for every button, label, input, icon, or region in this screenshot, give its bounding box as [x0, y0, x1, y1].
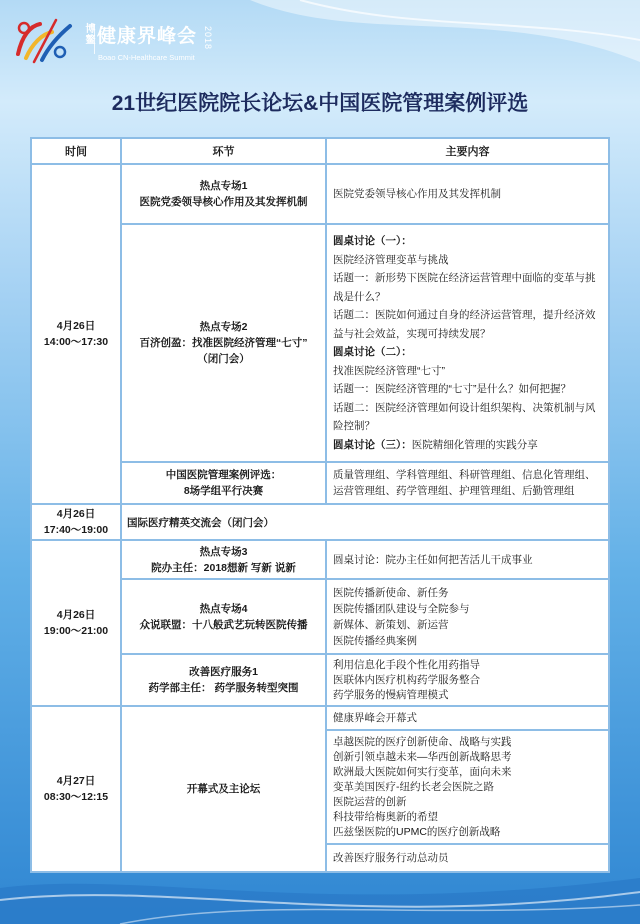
content-line: 匹兹堡医院的UPMC的医疗创新战略 [333, 825, 501, 838]
session-stage-cell [122, 655, 325, 705]
content-line: 健康界峰会开幕式 [333, 712, 417, 724]
event-cell: 国际医疗精英交流会（闭门会） [122, 505, 608, 539]
content-line: 改善医疗服务行动总动员 [333, 852, 449, 864]
session-stage-cell [122, 463, 325, 503]
date-text: 4月27日 [56, 775, 96, 787]
summit-logo-icon [12, 14, 76, 66]
session-content-cell [327, 165, 608, 223]
session-stage-cell [122, 165, 325, 223]
schedule-table [30, 137, 610, 873]
session-subtitle: 8场学组平行决赛 [183, 485, 264, 497]
session-title: 中国医院管理案例评选： [165, 469, 282, 481]
content-line: 欧洲最大医院如何实行变革，面向未来 [333, 765, 512, 778]
content-line: 医院运营的创新 [333, 795, 407, 808]
roundtable-label: 圆桌讨论（二）： [333, 346, 412, 358]
content-line: 药学服务的慢病管理模式 [333, 688, 449, 701]
content-line: 科技带给梅奥新的希望 [333, 810, 438, 823]
content-line [333, 232, 602, 251]
session-content-cell [327, 707, 608, 729]
roundtable-label: 圆桌讨论（一）： [333, 235, 412, 247]
session-subtitle: 百济创盈：找准医院经济管理“七寸” [139, 337, 308, 349]
session-stage-cell [122, 707, 325, 871]
content-line: 找准医院经济管理“七寸” [333, 364, 445, 377]
content-line: 新媒体、新策划、新运营 [333, 618, 449, 631]
session-stage-cell [122, 541, 325, 578]
session-content-cell [327, 463, 608, 503]
session-title: 开幕式及主论坛 [186, 783, 261, 795]
content-line: 话题一：新形势下医院在经济运营管理中面临的变革与挑战是什么？ [333, 272, 596, 303]
content-line: 创新引领卓越未来—华西创新战略思考 [333, 750, 512, 763]
session-title: 热点专场4 [199, 602, 248, 615]
time-range-text: 08:30～12:15 [43, 791, 109, 803]
column-header-content: 主要内容 [327, 139, 608, 163]
content-line: 变革美国医疗-纽约长老会医院之路 [333, 780, 494, 793]
logo-year: 2018 [203, 26, 213, 51]
column-header-session: 环节 [122, 139, 325, 163]
roundtable-topic: 医院精细化管理的实践分享 [411, 438, 538, 451]
content-line [333, 436, 602, 455]
content-line: 医院传播新使命、新任务 [333, 586, 449, 599]
session-stage-cell [122, 225, 325, 461]
page-title: 21世纪医院院长论坛&中国医院管理案例评选 [111, 92, 529, 115]
content-line: 医院党委领导核心作用及其发挥机制 [333, 188, 501, 200]
session-content-cell [327, 580, 608, 653]
logo-boao-text: 博鳌 [83, 23, 94, 45]
date-text: 4月26日 [56, 508, 96, 520]
content-line: 话题二：医院如何通过自身的经济运营管理，提升经济效益与社会效益，实现可持续发展？ [333, 309, 596, 340]
content-line: 卓越医院的医疗创新使命、战略与实践 [333, 735, 512, 748]
time-cell [32, 165, 120, 503]
session-content-cell [327, 845, 608, 871]
content-line: 话题二：医院经济管理如何设计组织架构、决策机制与风险控制？ [333, 401, 596, 432]
roundtable-label: 圆桌讨论（三）： [333, 438, 412, 451]
content-line: 圆桌讨论：院办主任如何把苦活儿干成事业 [333, 553, 533, 566]
content-line: 话题一：医院经济管理的“七寸”是什么？如何把握？ [333, 383, 571, 395]
session-subtitle: 药学部主任： 药学服务转型突围 [148, 682, 299, 694]
session-note: （闭门会） [197, 353, 250, 365]
content-line: 医院经济管理变革与挑战 [333, 253, 449, 266]
content-line: 利用信息化手段个性化用药指导 [333, 658, 480, 671]
session-title: 热点专场1 [199, 180, 248, 192]
content-line: 医院传播团队建设与全院参与 [333, 602, 470, 615]
time-cell [32, 541, 120, 705]
time-cell [32, 707, 120, 871]
session-content-cell [327, 225, 608, 461]
logo-divider [94, 24, 95, 54]
logo-english-name: Boao CN-Healthcare Summit [98, 53, 195, 62]
logo-summit-name: 健康界峰会 [97, 26, 198, 47]
session-title: 热点专场2 [199, 321, 248, 333]
content-line: 医联体内医疗机构药学服务整合 [333, 673, 480, 686]
date-text: 4月26日 [56, 320, 96, 332]
session-title: 热点专场3 [199, 545, 248, 558]
content-line: 质量管理组、学科管理组、科研管理组、信息化管理组、运营管理组、药学管理组、护理管理组、后勤管理组 [333, 469, 596, 497]
content-line [333, 343, 602, 362]
date-text: 4月26日 [56, 609, 96, 621]
session-content-cell [327, 731, 608, 843]
session-subtitle: 众说联盟：十八般武艺玩转医院传播 [139, 618, 308, 631]
time-range-text: 14:00～17:30 [43, 336, 109, 348]
session-content-cell [327, 541, 608, 578]
time-range-text: 17:40～19:00 [43, 524, 109, 536]
time-cell [32, 505, 120, 539]
bottom-wave-fill [0, 878, 640, 924]
session-stage-cell [122, 580, 325, 653]
session-content-cell [327, 655, 608, 705]
session-subtitle: 医院党委领导核心作用及其发挥机制 [139, 196, 308, 208]
session-subtitle: 院办主任：2018想新 写新 说新 [151, 561, 296, 574]
time-range-text: 19:00～21:00 [43, 625, 109, 637]
content-line: 医院传播经典案例 [333, 634, 417, 647]
column-header-time: 时间 [32, 139, 120, 163]
session-title: 改善医疗服务1 [189, 666, 258, 678]
